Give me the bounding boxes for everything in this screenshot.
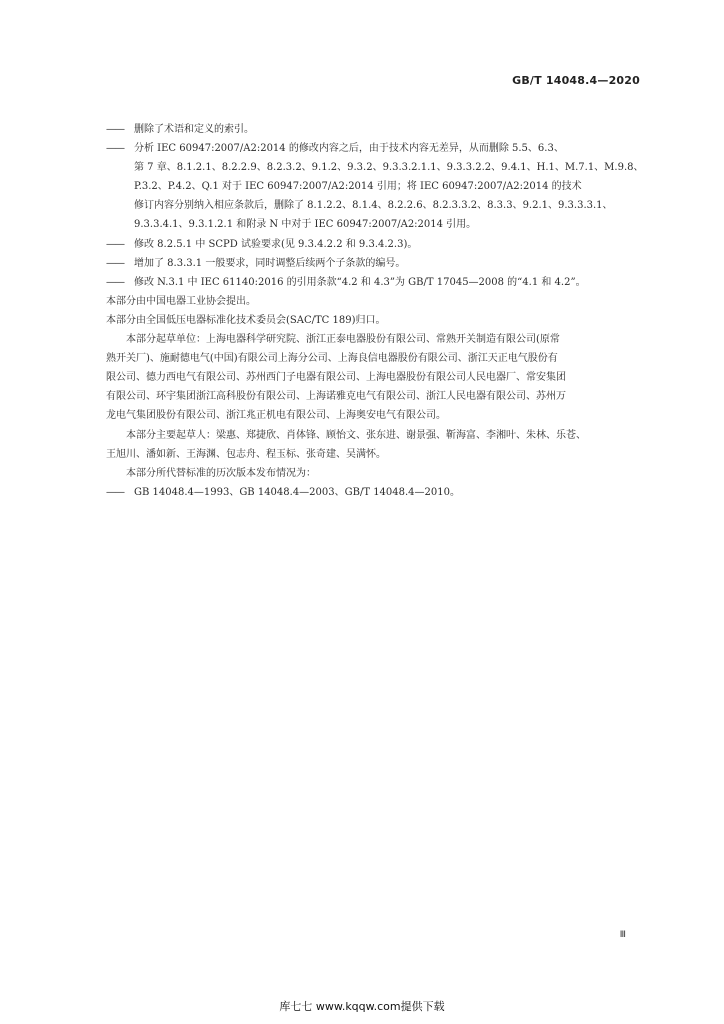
drafters-line: 王旭川、潘如新、王海渊、包志舟、程玉标、张奇建、吴满怀。 — [106, 448, 386, 460]
history-intro: 本部分所代替标准的历次版本发布情况为： — [126, 467, 316, 479]
em-dash-marker: —— — [106, 143, 124, 155]
foreword-body — [106, 120, 642, 502]
change-item-2 — [106, 139, 642, 234]
change-item-line: P.3.2、P.4.2、Q.1 对于 IEC 60947:2007/A2:2014 引用；将 IEC 60947:2007/A2:2014 的技术 — [134, 181, 582, 193]
change-item-4 — [106, 254, 642, 273]
change-item-line: 第 7 章、8.1.2.1、8.2.2.9、8.2.3.2、9.1.2、9.3.2、9.3.3.2.1.1、9.3.3.2.2、9.4.1、H.1、M.7.1、M.9.8、 — [134, 162, 644, 174]
change-item-3 — [106, 235, 642, 254]
drafting-units-line: 限公司、德力西电气有限公司、苏州西门子电器有限公司、上海电器股份有限公司人民电器厂、常安集团 — [106, 372, 566, 384]
change-item-line: 9.3.3.4.1、9.3.1.2.1 和附录 N 中对于 IEC 60947:2007/A2:2014 引用。 — [134, 219, 477, 231]
change-item-text: 增加了 8.3.3.1 一般要求，同时调整后续两个子条款的编号。 — [134, 257, 406, 269]
em-dash-marker: —— — [106, 276, 124, 288]
drafting-units-paragraph — [106, 330, 642, 425]
change-item-text: 修改 N.3.1 中 IEC 61140:2016 的引用条款“4.2 和 4.3”为 GB/T 17045—2008 的“4.1 和 4.2”。 — [134, 276, 586, 288]
change-item-text: 删除了术语和定义的索引。 — [134, 124, 254, 135]
drafting-units-line: 有限公司、环宇集团浙江高科股份有限公司、上海诺雅克电气有限公司、浙江人民电器有限公司、苏州万 — [106, 391, 566, 403]
change-item-line: 分析 IEC 60947:2007/A2:2014 的修改内容之后，由于技术内容无差异，从而删除 5.5、6.3、 — [134, 143, 564, 155]
drafting-units-line: 本部分起草单位：上海电器科学研究院、浙江正泰电器股份有限公司、常熟开关制造有限公司(原常 — [126, 334, 560, 346]
em-dash-marker: —— — [106, 486, 124, 498]
em-dash-marker: —— — [106, 257, 124, 269]
em-dash-marker: —— — [106, 238, 124, 250]
change-item-1 — [106, 120, 642, 139]
drafters-line: 本部分主要起草人：梁惠、郑捷欣、肖体锋、顾怡文、张东进、谢景强、靳海富、李湘叶、朱林、乐苍、 — [126, 429, 586, 441]
proposal-statement: 本部分由中国电器工业协会提出。 — [106, 295, 256, 307]
page-number: Ⅲ — [619, 930, 626, 940]
drafting-units-line: 熟开关厂)、施耐德电气(中国)有限公司上海分公司、上海良信电器股份有限公司、浙江天正电气股份有 — [106, 353, 558, 365]
change-item-5 — [106, 273, 642, 292]
download-watermark: 库七七 www.kqqw.com提供下载 — [279, 1000, 445, 1013]
em-dash-marker: —— — [106, 124, 124, 135]
centralized-statement: 本部分由全国低压电器标准化技术委员会(SAC/TC 189)归口。 — [106, 314, 386, 326]
drafting-units-line: 龙电气集团股份有限公司、浙江兆正机电有限公司、上海奥安电气有限公司。 — [106, 410, 446, 422]
history-item — [106, 483, 642, 502]
change-item-line: 修订内容分别纳入相应条款后，删除了 8.1.2.2、8.1.4、8.2.2.6、8.2.3.3.2、8.3.3、9.2.1、9.3.3.3.1、 — [134, 200, 613, 212]
drafters-paragraph — [106, 426, 642, 464]
change-item-text: 修改 8.2.5.1 中 SCPD 试验要求(见 9.3.4.2.2 和 9.3.4.2.3)。 — [134, 238, 418, 250]
standard-number-header: GB/T 14048.4—2020 — [512, 74, 640, 87]
history-item-text: GB 14048.4—1993、GB 14048.4—2003、GB/T 14048.4—2010。 — [134, 486, 460, 498]
